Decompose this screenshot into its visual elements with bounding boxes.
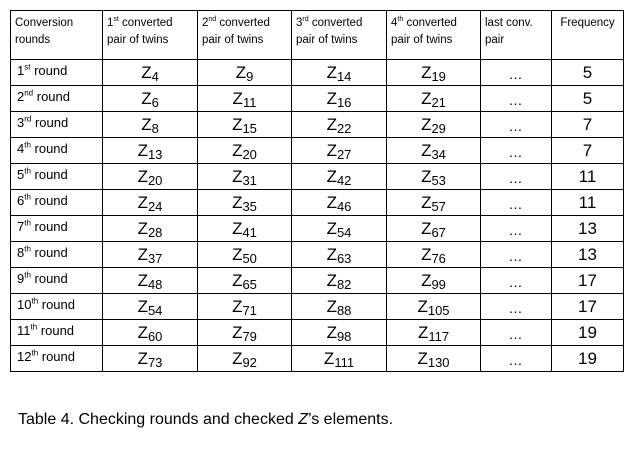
z-index: 82 [336,276,352,292]
round-label-text: round [31,115,69,130]
z-letter: Z [421,114,432,134]
z-index: 99 [431,276,446,292]
table-row [11,294,624,320]
frequency-cell: 7 [552,112,624,138]
z-index: 34 [431,146,446,162]
z-index: 22 [336,120,352,136]
header-text: converted pair of twins [202,17,270,46]
frequency-cell: 17 [552,294,624,320]
z-index: 8 [151,120,159,136]
frequency-cell: 11 [552,164,624,190]
z-element-cell [198,242,292,268]
z-letter: Z [326,192,337,212]
round-ordinal-suffix: th [24,140,31,150]
z-element-cell [292,138,387,164]
z-element-cell [103,86,198,112]
z-index: 79 [242,328,257,344]
round-label-text: round [38,349,76,364]
z-letter: Z [323,348,335,368]
z-index: 28 [147,224,163,240]
z-letter: Z [232,244,243,264]
round-ordinal-suffix: st [24,62,31,72]
round-label-cell [11,112,103,138]
header-ordinal-suffix: rd [302,16,309,24]
ellipsis-cell: … [481,190,552,216]
z-letter: Z [232,88,243,108]
table-row [11,138,624,164]
z-element-cell [387,346,481,372]
z-letter: Z [137,296,148,316]
round-number: 1 [17,63,25,78]
z-index: 13 [147,146,163,162]
conversion-rounds-table [10,10,624,372]
z-letter: Z [421,270,432,290]
z-element-cell [198,86,292,112]
round-number: 10 [17,297,32,312]
z-letter: Z [421,192,432,212]
z-letter: Z [137,192,148,212]
z-element-cell [103,60,198,86]
z-index: 50 [242,250,257,266]
z-element-cell [103,138,198,164]
z-letter: Z [137,140,148,160]
round-number: 2 [17,89,25,104]
z-element-cell [103,242,198,268]
z-index: 88 [336,302,352,318]
z-index: 27 [336,146,352,162]
z-index: 98 [336,328,352,344]
z-letter: Z [417,296,428,316]
z-element-cell [103,216,198,242]
round-label-cell [11,346,103,372]
round-label-text: round [38,297,76,312]
z-index: 65 [242,276,257,292]
header-text: Frequency [560,17,615,29]
table-body [11,60,624,372]
round-label-cell [11,320,103,346]
header-third-pair [292,11,387,60]
z-element-cell [292,268,387,294]
round-number: 9 [17,271,25,286]
z-index: 31 [242,172,257,188]
ellipsis-cell: … [481,268,552,294]
z-element-cell [103,268,198,294]
ellipsis-cell: … [481,86,552,112]
caption-prefix: Table 4. Checking rounds and checked [18,411,299,428]
z-letter: Z [141,88,152,108]
header-conversion-rounds [11,11,103,60]
round-label-cell [11,216,103,242]
z-index: 16 [336,94,352,110]
header-text: last conv. pair [485,17,533,46]
frequency-cell: 19 [552,320,624,346]
z-letter: Z [232,270,243,290]
round-label-text: round [30,219,68,234]
round-label-text: round [30,271,68,286]
z-letter: Z [421,244,432,264]
round-number: 11 [17,323,31,338]
z-index: 46 [336,198,352,214]
z-letter: Z [232,114,243,134]
round-number: 5 [17,167,25,182]
round-label-cell [11,164,103,190]
z-letter: Z [326,114,337,134]
round-number: 6 [17,193,25,208]
frequency-cell: 11 [552,190,624,216]
ellipsis-cell: … [481,346,552,372]
z-letter: Z [326,62,337,82]
z-element-cell [387,268,481,294]
z-letter: Z [232,192,243,212]
header-text: converted pair of twins [107,17,173,46]
z-letter: Z [326,166,337,186]
table-row [11,216,624,242]
z-element-cell [198,190,292,216]
z-element-cell [103,164,198,190]
z-element-cell [103,112,198,138]
round-label-text: round [30,141,68,156]
z-index: 67 [431,224,446,240]
z-index: 48 [147,276,163,292]
round-ordinal-suffix: th [30,322,38,332]
z-index: 73 [147,354,163,370]
z-index: 19 [431,68,446,84]
header-text: converted pair of twins [296,17,363,46]
z-index: 24 [147,198,163,214]
z-element-cell [387,190,481,216]
table-row [11,86,624,112]
z-element-cell [292,190,387,216]
z-letter: Z [421,166,432,186]
z-element-cell [387,112,481,138]
z-index: 130 [427,354,450,370]
table-row [11,346,624,372]
z-index: 54 [336,224,352,240]
z-element-cell [198,320,292,346]
round-ordinal-suffix: th [31,348,39,358]
round-label-text: round [30,245,68,260]
round-label-text: round [30,193,68,208]
z-element-cell [198,268,292,294]
ellipsis-cell: … [481,112,552,138]
header-ordinal-suffix: nd [208,16,217,24]
header-ordinal-num: 2 [202,17,209,29]
z-letter: Z [326,218,337,238]
z-index: 60 [147,328,163,344]
z-letter: Z [326,244,337,264]
z-letter: Z [232,140,243,160]
z-letter: Z [232,322,243,342]
z-element-cell [292,320,387,346]
round-ordinal-suffix: th [24,270,31,280]
ellipsis-cell: … [481,294,552,320]
z-element-cell [103,320,198,346]
z-element-cell [103,190,198,216]
round-label-cell [11,294,103,320]
round-label-cell [11,242,103,268]
z-element-cell [387,320,481,346]
caption-suffix: ’s elements. [307,411,394,428]
header-ordinal-num: 4 [391,17,398,29]
z-letter: Z [137,218,148,238]
ellipsis-cell: … [481,242,552,268]
frequency-cell: 19 [552,346,624,372]
z-index: 20 [242,146,257,162]
round-ordinal-suffix: th [24,192,31,202]
z-index: 111 [334,354,355,370]
round-ordinal-suffix: th [31,296,39,306]
ellipsis-cell: … [481,216,552,242]
z-element-cell [198,346,292,372]
round-ordinal-suffix: nd [24,88,34,98]
z-element-cell [292,164,387,190]
header-text: converted pair of twins [391,17,457,46]
round-label-cell [11,138,103,164]
z-letter: Z [232,296,243,316]
z-letter: Z [326,322,337,342]
z-index: 117 [428,328,450,344]
z-element-cell [387,216,481,242]
z-letter: Z [141,114,152,134]
z-letter: Z [232,218,243,238]
z-index: 57 [431,198,446,214]
z-index: 71 [242,302,257,318]
round-label-cell [11,268,103,294]
z-index: 54 [147,302,163,318]
z-letter: Z [137,244,148,264]
z-index: 37 [147,250,163,266]
z-index: 41 [242,224,257,240]
table-row [11,320,624,346]
z-index: 29 [431,120,446,136]
round-label-cell [11,190,103,216]
z-letter: Z [137,166,148,186]
z-index: 42 [336,172,352,188]
round-ordinal-suffix: th [24,218,31,228]
z-letter: Z [421,88,432,108]
z-element-cell [198,216,292,242]
z-element-cell [198,112,292,138]
z-index: 21 [431,94,446,110]
round-number: 4 [17,141,25,156]
z-index: 6 [151,94,159,110]
z-element-cell [292,112,387,138]
z-index: 63 [336,250,352,266]
header-fourth-pair [387,11,481,60]
z-element-cell [292,86,387,112]
z-element-cell [292,60,387,86]
z-index: 76 [431,250,446,266]
z-element-cell [103,346,198,372]
round-label-text: round [30,167,68,182]
header-ordinal-num: 3 [296,17,303,29]
z-index: 20 [147,172,163,188]
z-letter: Z [326,140,337,160]
z-letter: Z [141,62,152,82]
z-index: 35 [242,198,257,214]
table-container [10,10,624,372]
round-label-text: round [33,89,71,104]
z-letter: Z [326,296,337,316]
header-text: Conversion rounds [15,17,74,46]
z-letter: Z [235,62,247,82]
table-row [11,242,624,268]
header-ordinal-num: 1 [107,17,114,29]
caption-italic: Z [298,411,308,428]
z-element-cell [292,294,387,320]
round-label-text: round [37,323,75,338]
z-index: 15 [242,120,257,136]
header-ordinal-suffix: th [397,16,404,24]
header-first-pair [103,11,198,60]
ellipsis-cell: … [481,320,552,346]
z-letter: Z [232,166,243,186]
z-element-cell [387,294,481,320]
z-element-cell [198,60,292,86]
z-element-cell [292,216,387,242]
header-last-pair [481,11,552,60]
z-element-cell [387,242,481,268]
frequency-cell: 5 [552,60,624,86]
table-row [11,60,624,86]
round-ordinal-suffix: rd [24,114,32,124]
round-label-cell [11,86,103,112]
z-letter: Z [326,270,337,290]
z-letter: Z [326,88,337,108]
z-element-cell [198,164,292,190]
z-element-cell [198,138,292,164]
frequency-cell: 13 [552,242,624,268]
z-index: 4 [151,68,159,84]
header-second-pair [198,11,292,60]
round-number: 3 [17,115,25,130]
table-row [11,190,624,216]
z-element-cell [387,164,481,190]
z-element-cell [103,294,198,320]
z-element-cell [292,242,387,268]
table-row [11,268,624,294]
z-letter: Z [137,322,148,342]
round-ordinal-suffix: th [24,244,31,254]
round-number: 7 [17,219,25,234]
z-letter: Z [137,270,148,290]
z-letter: Z [417,348,428,368]
z-index: 11 [242,94,257,110]
z-letter: Z [421,62,432,82]
z-index: 53 [431,172,446,188]
round-label-cell [11,60,103,86]
frequency-cell: 17 [552,268,624,294]
frequency-cell: 5 [552,86,624,112]
round-label-text: round [30,63,68,78]
z-element-cell [387,138,481,164]
z-index: 92 [242,354,257,370]
round-number: 8 [17,245,25,260]
z-letter: Z [232,348,243,368]
header-ordinal-suffix: st [113,16,119,24]
table-header-row [11,11,624,60]
z-element-cell [292,346,387,372]
z-element-cell [387,60,481,86]
z-letter: Z [421,140,432,160]
z-element-cell [198,294,292,320]
ellipsis-cell: … [481,60,552,86]
z-letter: Z [417,322,429,342]
table-caption [18,411,393,429]
frequency-cell: 7 [552,138,624,164]
round-ordinal-suffix: th [24,166,31,176]
z-letter: Z [421,218,432,238]
round-number: 12 [17,349,32,364]
z-index: 9 [246,68,254,84]
ellipsis-cell: … [481,138,552,164]
header-frequency [552,11,624,60]
table-row [11,164,624,190]
table-row [11,112,624,138]
z-letter: Z [137,348,148,368]
z-index: 14 [336,68,352,84]
z-index: 105 [427,302,450,318]
frequency-cell: 13 [552,216,624,242]
z-element-cell [387,86,481,112]
ellipsis-cell: … [481,164,552,190]
